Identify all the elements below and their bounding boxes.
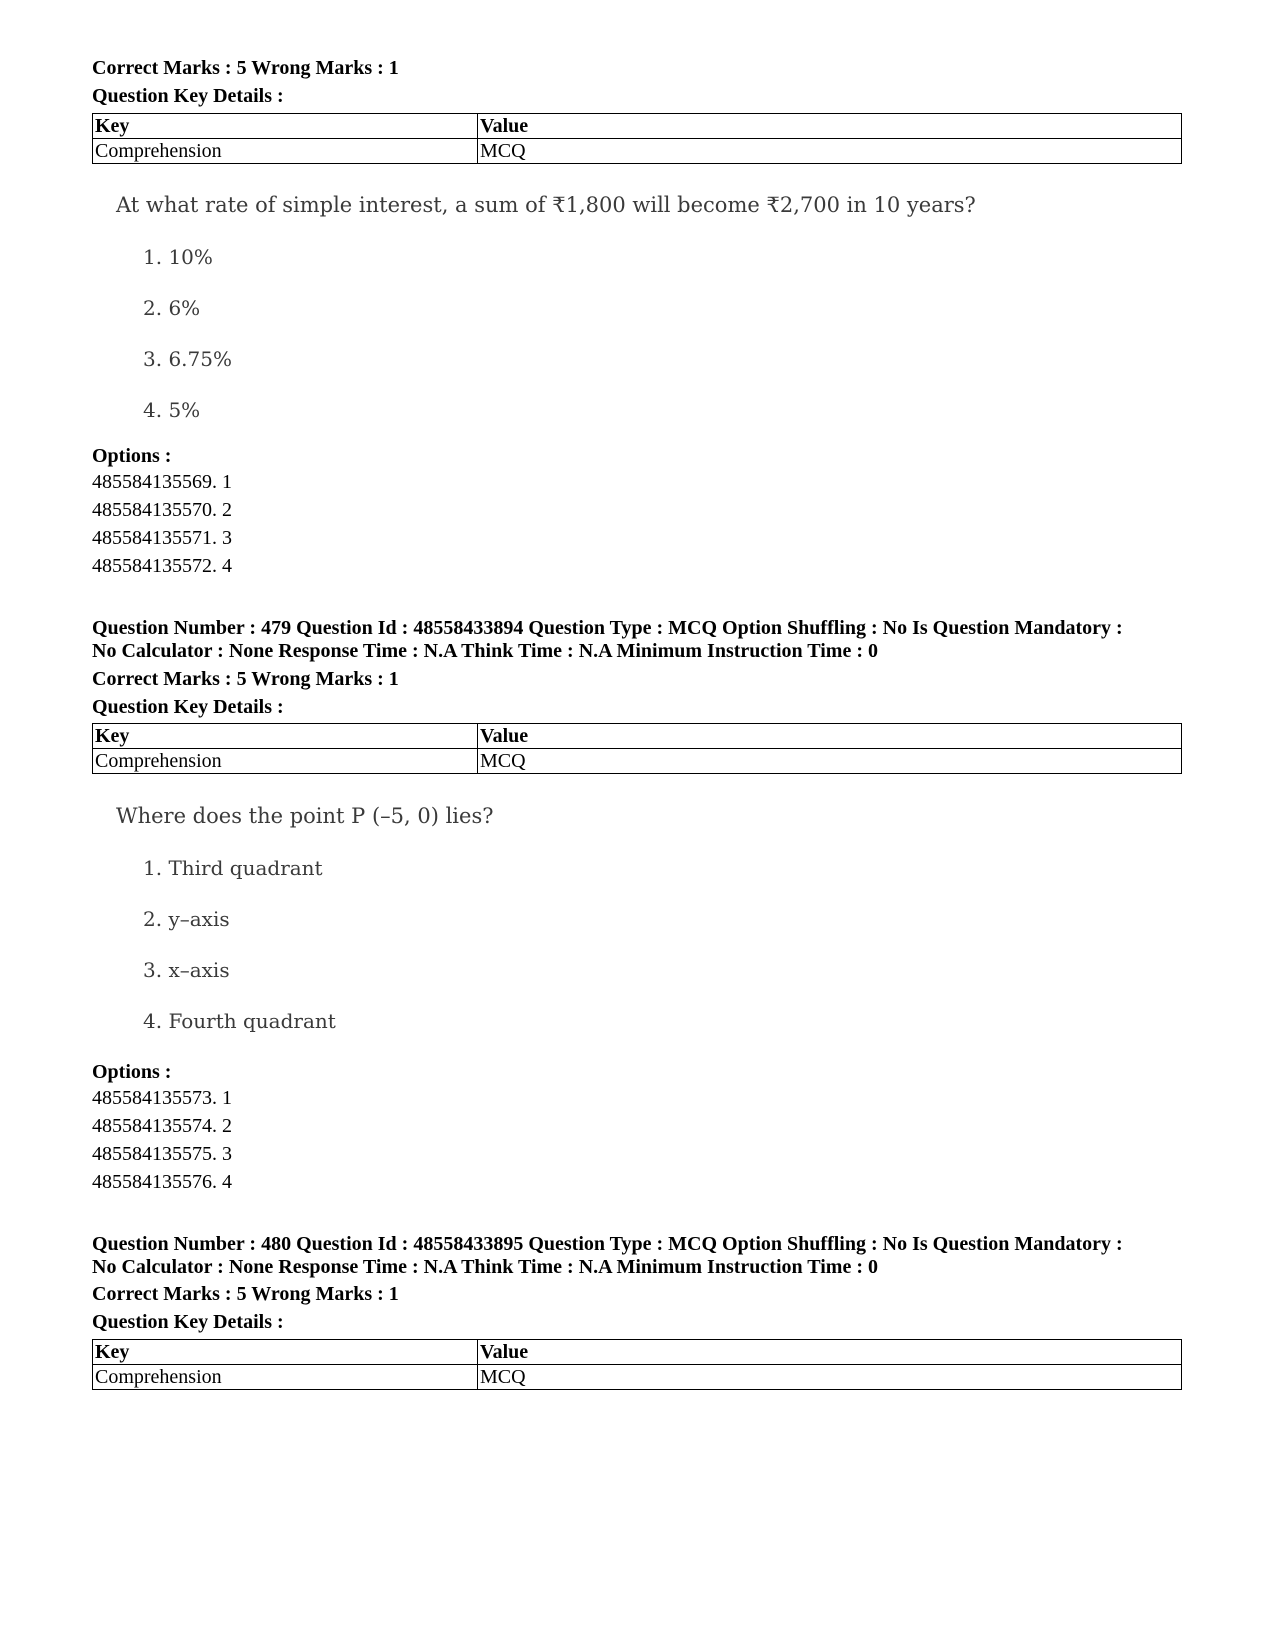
table-header-value: Value xyxy=(478,724,1182,749)
table-cell-value: MCQ xyxy=(478,139,1182,164)
table-header-key: Key xyxy=(93,724,478,749)
key-details-label: Question Key Details : xyxy=(92,696,284,718)
list-item: 485584135571. 3 xyxy=(92,527,232,549)
table-row xyxy=(93,1365,1182,1390)
question-text: At what rate of simple interest, a sum of ₹1,800 will become ₹2,700 in 10 years? xyxy=(116,193,976,217)
list-item: 485584135576. 4 xyxy=(92,1171,232,1193)
options-list xyxy=(92,1084,232,1196)
list-item: 485584135572. 4 xyxy=(92,555,232,577)
key-details-label: Question Key Details : xyxy=(92,85,284,107)
marks-line: Correct Marks : 5 Wrong Marks : 1 xyxy=(92,57,399,79)
choice-4: 4. Fourth quadrant xyxy=(143,1009,336,1033)
list-item: 485584135573. 1 xyxy=(92,1087,232,1109)
options-label: Options : xyxy=(92,445,172,467)
list-item: 485584135574. 2 xyxy=(92,1115,232,1137)
table-header-value: Value xyxy=(478,114,1182,139)
table-header-row xyxy=(93,1340,1182,1365)
table-cell-key: Comprehension xyxy=(93,749,478,774)
marks-line: Correct Marks : 5 Wrong Marks : 1 xyxy=(92,668,399,690)
question-image xyxy=(116,803,494,829)
choice-2: 2. 6% xyxy=(143,296,201,320)
question-text: Where does the point P (–5, 0) lies? xyxy=(116,804,494,828)
question-header-line-1: Question Number : 479 Question Id : 48558433894 Question Type : MCQ Option Shuffling : No Is Question Mandatory : xyxy=(92,617,1123,639)
table-row xyxy=(93,139,1182,164)
choice-1: 1. 10% xyxy=(143,245,213,269)
table-header-value: Value xyxy=(478,1340,1182,1365)
choice-1: 1. Third quadrant xyxy=(143,856,323,880)
table-header-key: Key xyxy=(93,1340,478,1365)
choice-4: 4. 5% xyxy=(143,398,201,422)
table-cell-value: MCQ xyxy=(478,1365,1182,1390)
choice-3: 3. 6.75% xyxy=(143,347,232,371)
choice-3: 3. x–axis xyxy=(143,958,230,982)
table-header-key: Key xyxy=(93,114,478,139)
options-list xyxy=(92,468,232,580)
table-cell-key: Comprehension xyxy=(93,1365,478,1390)
table-cell-key: Comprehension xyxy=(93,139,478,164)
question-header-line-2: No Calculator : None Response Time : N.A Think Time : N.A Minimum Instruction Time : 0 xyxy=(92,1256,878,1278)
marks-line: Correct Marks : 5 Wrong Marks : 1 xyxy=(92,1283,399,1305)
options-label: Options : xyxy=(92,1061,172,1083)
choice-2: 2. y–axis xyxy=(143,907,230,931)
list-item: 485584135570. 2 xyxy=(92,499,232,521)
table-header-row xyxy=(93,114,1182,139)
key-details-table xyxy=(92,1339,1182,1390)
key-details-label: Question Key Details : xyxy=(92,1311,284,1333)
question-header-line-1: Question Number : 480 Question Id : 48558433895 Question Type : MCQ Option Shuffling : No Is Question Mandatory : xyxy=(92,1233,1123,1255)
table-header-row xyxy=(93,724,1182,749)
key-details-table xyxy=(92,723,1182,774)
table-cell-value: MCQ xyxy=(478,749,1182,774)
list-item: 485584135575. 3 xyxy=(92,1143,232,1165)
list-item: 485584135569. 1 xyxy=(92,471,232,493)
key-details-table xyxy=(92,113,1182,164)
question-header-line-2: No Calculator : None Response Time : N.A Think Time : N.A Minimum Instruction Time : 0 xyxy=(92,640,878,662)
question-image xyxy=(116,192,976,218)
table-row xyxy=(93,749,1182,774)
